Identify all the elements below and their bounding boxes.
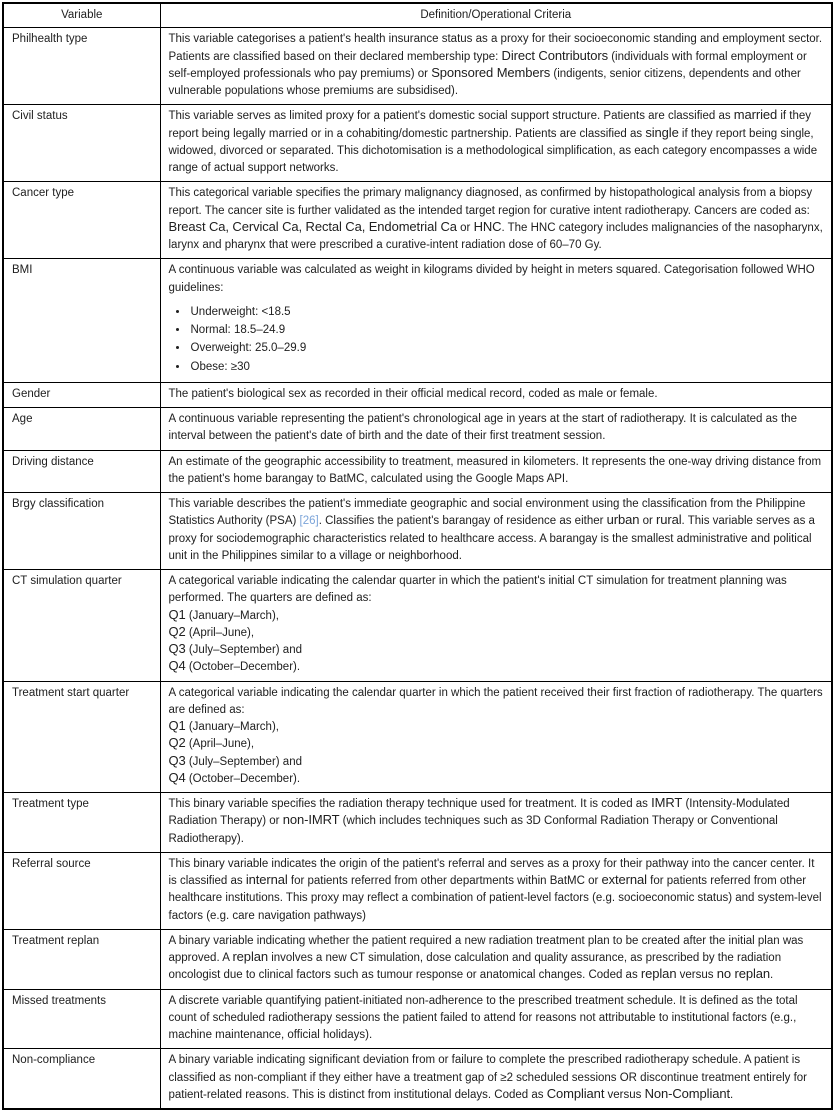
table-row (3, 259, 832, 383)
variable-cell: Philhealth type (3, 28, 160, 105)
coded-term: Q1 (168, 718, 186, 733)
definition-text: (April–June), (185, 738, 255, 751)
coded-term: Q4 (168, 658, 186, 674)
table-row (3, 1049, 832, 1109)
definition-text: . (730, 1088, 734, 1101)
definition-cell (160, 182, 832, 259)
definition-cell (160, 259, 832, 383)
coded-term: Q2 (168, 623, 186, 639)
variable-cell: Age (3, 408, 160, 451)
citation-link[interactable]: [26] (299, 515, 319, 528)
table-row (3, 408, 832, 451)
coded-term: Q4 (168, 769, 186, 785)
table-row (3, 382, 832, 407)
definition-text: A binary variable indicating whether the patient required a new radiation treatment plan to be created after the initial plan was approved. A (168, 934, 804, 964)
definition-text: A continuous variable was calculated as weight in kilograms divided by height in meters squared. Categorisation followed WHO guidelines: (168, 264, 815, 294)
definition-text: if they report being single, widowed, divorced or separated. This dichotomisation is a methodological simplification, as each category encompasses a wide range of actual support networks. (168, 127, 818, 174)
bullet-item: • Obese: ≥30 (189, 359, 824, 376)
definition-text: A discrete variable quantifying patient-initiated non-adherence to the prescribed treatment schedule. It is defined as the total count of scheduled radiotherapy sessions the patient failed to attend for reasons not attributable to institutional factors (e.g., machine maintenance, official holidays). (168, 994, 798, 1041)
table-row (3, 852, 832, 929)
coded-term: replan (232, 949, 268, 964)
definition-cell (160, 450, 832, 493)
coded-term: no replan (716, 966, 771, 982)
coded-term: HNC (473, 218, 502, 234)
table-body (3, 28, 832, 1109)
table-row (3, 929, 832, 989)
variable-cell: CT simulation quarter (3, 570, 160, 682)
bullet-item: • Underweight: <18.5 (189, 304, 824, 321)
coded-term: Sponsored Members (431, 64, 551, 80)
table-row (3, 450, 832, 493)
variable-cell: Brgy classification (3, 493, 160, 570)
definition-text: (October–December). (185, 772, 301, 785)
variable-cell: Treatment type (3, 793, 160, 853)
table-row (3, 989, 832, 1049)
coded-term: non-IMRT (282, 812, 340, 828)
definition-text: . Classifies the patient's barangay of residence as either (318, 515, 607, 528)
variable-cell: Non-compliance (3, 1049, 160, 1109)
coded-term: Non-Compliant (644, 1085, 731, 1101)
column-header-variable: Variable (3, 3, 160, 28)
variable-cell: Referral source (3, 852, 160, 929)
coded-term: single (645, 124, 679, 140)
coded-term: external (601, 872, 647, 887)
definition-text: . The HNC category includes malignancies of the nasopharynx, larynx and pharynx that were prescribed a curative-intent radiation dose of 60–70 Gy. (168, 221, 823, 251)
definition-text: (July–September) and (185, 755, 302, 768)
definition-text: This binary variable indicates the origin of the patient's referral and serves as a proxy for their pathway into the cancer center. It is classified as (168, 857, 815, 887)
definition-cell (160, 28, 832, 105)
definition-cell (160, 852, 832, 929)
definition-text: for patients referred from other healthcare institutions. This proxy may reflect a combination of patient-level factors (e.g. socioeconomic status) and system-level factors (e.g. care navigation pathways) (168, 875, 822, 922)
coded-term: urban (606, 512, 640, 528)
bullet-item: • Normal: 18.5–24.9 (189, 322, 824, 339)
definition-text: This variable categorises a patient's health insurance status as a proxy for their socioeconomic standing and employment sector. Patients are classified based on their declared membership type: (168, 33, 823, 63)
coded-term: internal (245, 872, 288, 887)
definition-text: or (456, 221, 474, 234)
variable-cell: Driving distance (3, 450, 160, 493)
definition-text: An estimate of the geographic accessibility to treatment, measured in kilometers. It represents the one-way driving distance from the patient's home barangay to BatMC, calculated using the Google Maps API. (168, 455, 822, 485)
definition-cell (160, 681, 832, 793)
definition-text: (January–March), (185, 721, 279, 733)
definition-cell (160, 793, 832, 853)
definition-text: versus (676, 969, 717, 982)
definition-text: (October–December). (185, 661, 301, 674)
definition-cell (160, 989, 832, 1049)
definition-text: (which includes techniques such as 3D Conformal Radiation Therapy or Conventional Radiotherapy). (168, 815, 778, 845)
definition-text: involves a new CT simulation, dose calculation and quality assurance, as prescribed by the radiation oncologist due to clinical factors such as tumour response or anatomical changes. Coded as (168, 952, 782, 982)
definition-text: The patient's biological sex as recorded in their official medical record, coded as male or female. (168, 387, 658, 400)
definition-cell (160, 929, 832, 989)
definition-text: . (770, 969, 774, 982)
variable-cell: BMI (3, 259, 160, 383)
variable-cell: Missed treatments (3, 989, 160, 1049)
definition-cell (160, 105, 832, 182)
definition-text: A categorical variable indicating the calendar quarter in which the patient received their first fraction of radiotherapy. The quarters are defined as: (168, 686, 823, 716)
definition-text: This binary variable specifies the radiation therapy technique used for treatment. It is coded as (168, 798, 652, 810)
coded-term: Direct Contributors (501, 47, 609, 63)
coded-term: rural (656, 512, 682, 528)
coded-term: replan (640, 966, 677, 982)
definition-cell (160, 570, 832, 682)
definition-cell (160, 382, 832, 407)
definition-cell (160, 408, 832, 451)
variable-cell: Treatment start quarter (3, 681, 160, 793)
definition-text: versus (604, 1088, 645, 1101)
coded-term: Q3 (168, 752, 186, 768)
definition-text: (July–September) and (185, 644, 302, 656)
variable-cell: Cancer type (3, 182, 160, 259)
definition-text: (January–March), (185, 609, 279, 622)
coded-term: Breast Ca, Cervical Ca, Rectal Ca, Endometrial Ca (168, 218, 457, 234)
coded-term: IMRT (651, 795, 683, 810)
definition-cell (160, 493, 832, 570)
variable-cell: Treatment replan (3, 929, 160, 989)
bullet-item: • Overweight: 25.0–29.9 (189, 340, 824, 357)
table-row (3, 793, 832, 853)
table-row (3, 105, 832, 182)
definition-text: (Intensity-Modulated Radiation Therapy) or (168, 798, 790, 828)
variable-cell: Gender (3, 382, 160, 407)
coded-term: Q1 (168, 606, 186, 622)
table-row (3, 182, 832, 259)
definition-text: . This variable serves as a proxy for sociodemographic characteristics related to healthcare access. A barangay is the smallest administrative and political unit in the Philippines similar to a village or neighborhood. (168, 515, 815, 562)
definition-text: This categorical variable specifies the primary malignancy diagnosed, as confirmed by histopathological analysis from a biopsy report. The cancer site is further validated as the intended target region for curative intent radiotherapy. Cancers are coded as: (168, 187, 813, 217)
table-row (3, 681, 832, 793)
definition-text: (April–June), (185, 626, 255, 639)
coded-term: Compliant (546, 1085, 605, 1101)
definition-text: (individuals with formal employment or self-employed professionals who pay premiums) or (168, 50, 807, 80)
variables-definition-table (2, 2, 833, 1110)
definition-text: for patients referred from other departments within BatMC or (287, 875, 602, 887)
definition-text: or (639, 515, 657, 528)
definition-text: if they report being legally married or in a cohabiting/domestic partnership. Patients are classified as (168, 110, 812, 140)
table-row (3, 570, 832, 682)
coded-term: married (733, 107, 778, 123)
bullet-list (169, 304, 824, 376)
table-row (3, 28, 832, 105)
definition-cell (160, 1049, 832, 1109)
definition-text: A binary variable indicating significant deviation from or failure to complete the prescribed radiotherapy schedule. A patient is classified as non-compliant if they either have a treatment gap of ≥2 scheduled sessions OR discontinue treatment entirely for patient-related reasons. This is distinct from institutional delays. Coded as (168, 1054, 808, 1101)
definition-text: (indigents, senior citizens, dependents and other vulnerable populations whose premiums are subsidised). (168, 67, 801, 97)
coded-term: Q2 (168, 735, 186, 751)
table-row (3, 493, 832, 570)
column-header-definition: Definition/Operational Criteria (160, 3, 832, 28)
definition-text: This variable serves as limited proxy for a patient's domestic social support structure. Patients are classified as (168, 110, 734, 123)
definition-text: A categorical variable indicating the calendar quarter in which the patient's initial CT simulation for treatment planning was performed. The quarters are defined as: (168, 575, 787, 605)
header-row (3, 3, 832, 28)
definition-text: A continuous variable representing the patient's chronological age in years at the start of radiotherapy. It is calculated as the interval between the patient's date of birth and the date of their first treatment session. (168, 413, 797, 443)
definition-text: This variable describes the patient's immediate geographic and social environment using the classification from the Philippine Statistics Authority (PSA) (168, 498, 806, 528)
coded-term: Q3 (168, 641, 186, 656)
variable-cell: Civil status (3, 105, 160, 182)
